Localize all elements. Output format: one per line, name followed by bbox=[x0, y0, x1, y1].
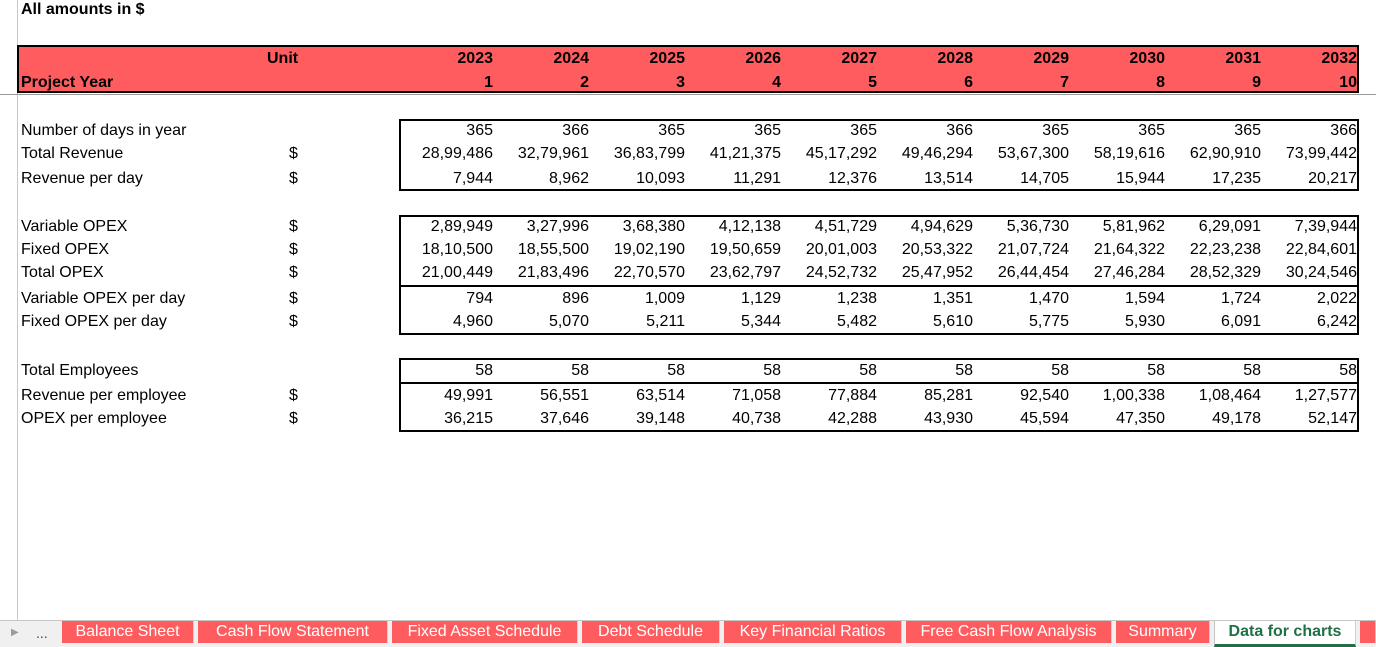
value-cell[interactable]: 365 bbox=[1042, 122, 1069, 139]
value-cell[interactable]: 58 bbox=[763, 362, 781, 379]
project-year-number: 7 bbox=[1060, 74, 1069, 91]
value-cell[interactable]: 28,99,486 bbox=[421, 145, 493, 162]
value-cell[interactable]: 1,27,577 bbox=[1294, 387, 1357, 404]
year-header: 2027 bbox=[841, 50, 877, 67]
value-cell[interactable]: 3,68,380 bbox=[622, 218, 685, 235]
value-cell[interactable]: 58 bbox=[859, 362, 877, 379]
year-header: 2024 bbox=[553, 50, 589, 67]
value-cell[interactable]: 58 bbox=[571, 362, 589, 379]
sheet-tab-data-for-charts[interactable]: Data for charts bbox=[1214, 621, 1356, 647]
value-cell[interactable]: 1,129 bbox=[740, 290, 781, 307]
value-cell[interactable]: 36,215 bbox=[444, 410, 493, 427]
value-cell[interactable]: 58 bbox=[1339, 362, 1357, 379]
year-header: 2028 bbox=[937, 50, 973, 67]
value-cell[interactable]: 7,39,944 bbox=[1294, 218, 1357, 235]
value-cell[interactable]: 58 bbox=[1051, 362, 1069, 379]
sheet-tab-bar bbox=[0, 620, 1376, 647]
value-cell[interactable]: 1,470 bbox=[1028, 290, 1069, 307]
value-cell[interactable]: 58 bbox=[955, 362, 973, 379]
value-cell[interactable]: 12,376 bbox=[828, 170, 877, 187]
unit-cell[interactable]: $ bbox=[289, 170, 298, 187]
value-cell[interactable]: 20,01,003 bbox=[805, 241, 877, 258]
sheet-title: All amounts in $ bbox=[21, 1, 145, 18]
sheet-tab-balance-sheet[interactable]: Balance Sheet bbox=[62, 621, 194, 643]
value-cell[interactable]: 73,99,442 bbox=[1285, 145, 1357, 162]
value-cell[interactable]: 49,991 bbox=[444, 387, 493, 404]
sheet-tab-summary[interactable]: Summary bbox=[1116, 621, 1210, 643]
value-cell[interactable]: 365 bbox=[1234, 122, 1261, 139]
value-cell[interactable]: 43,930 bbox=[924, 410, 973, 427]
row-label-variable-opex-per-day[interactable]: Variable OPEX per day bbox=[21, 290, 186, 307]
value-cell[interactable]: 18,10,500 bbox=[421, 241, 493, 258]
value-cell[interactable]: 4,960 bbox=[452, 313, 493, 330]
value-cell[interactable]: 18,55,500 bbox=[517, 241, 589, 258]
project-year-number: 4 bbox=[772, 74, 781, 91]
value-cell[interactable]: 58 bbox=[475, 362, 493, 379]
value-cell[interactable]: 3,27,996 bbox=[526, 218, 589, 235]
value-cell[interactable]: 26,44,454 bbox=[997, 264, 1069, 281]
value-cell[interactable]: 49,178 bbox=[1212, 410, 1261, 427]
unit-cell[interactable]: $ bbox=[289, 313, 298, 330]
value-cell[interactable]: 56,551 bbox=[540, 387, 589, 404]
value-cell[interactable]: 794 bbox=[466, 290, 493, 307]
value-cell[interactable]: 4,94,629 bbox=[910, 218, 973, 235]
sheet-tab-debt-schedule[interactable]: Debt Schedule bbox=[582, 621, 720, 643]
unit-cell[interactable]: $ bbox=[289, 387, 298, 404]
sheet-tab-overflow[interactable] bbox=[1360, 621, 1376, 643]
unit-cell[interactable]: $ bbox=[289, 264, 298, 281]
row-label-variable-opex[interactable]: Variable OPEX bbox=[21, 218, 128, 235]
value-cell[interactable]: 365 bbox=[850, 122, 877, 139]
value-cell[interactable]: 92,540 bbox=[1020, 387, 1069, 404]
value-cell[interactable]: 365 bbox=[466, 122, 493, 139]
project-year-number: 3 bbox=[676, 74, 685, 91]
value-cell[interactable]: 22,23,238 bbox=[1189, 241, 1261, 258]
header-divider bbox=[0, 94, 1376, 95]
sheet-left-gridline bbox=[17, 0, 18, 620]
value-cell[interactable]: 1,238 bbox=[836, 290, 877, 307]
value-cell[interactable]: 1,00,338 bbox=[1102, 387, 1165, 404]
value-cell[interactable]: 1,594 bbox=[1124, 290, 1165, 307]
row-label-opex-per-employee[interactable]: OPEX per employee bbox=[21, 410, 167, 427]
opex-separator bbox=[399, 285, 1359, 287]
value-cell[interactable]: 14,705 bbox=[1020, 170, 1069, 187]
row-label-fixed-opex[interactable]: Fixed OPEX bbox=[21, 241, 110, 258]
value-cell[interactable]: 52,147 bbox=[1308, 410, 1357, 427]
value-cell[interactable]: 27,46,284 bbox=[1093, 264, 1165, 281]
value-cell[interactable]: 71,058 bbox=[732, 387, 781, 404]
value-cell[interactable]: 896 bbox=[562, 290, 589, 307]
value-cell[interactable]: 20,217 bbox=[1308, 170, 1357, 187]
value-cell[interactable]: 58 bbox=[1147, 362, 1165, 379]
value-cell[interactable]: 6,091 bbox=[1220, 313, 1261, 330]
value-cell[interactable]: 24,52,732 bbox=[805, 264, 877, 281]
value-cell[interactable]: 19,02,190 bbox=[613, 241, 685, 258]
value-cell[interactable]: 30,24,546 bbox=[1285, 264, 1357, 281]
value-cell[interactable]: 85,281 bbox=[924, 387, 973, 404]
project-year-label: Project Year bbox=[21, 74, 114, 91]
value-cell[interactable]: 13,514 bbox=[924, 170, 973, 187]
value-cell[interactable]: 28,52,329 bbox=[1189, 264, 1261, 281]
unit-cell[interactable]: $ bbox=[289, 290, 298, 307]
value-cell[interactable]: 49,46,294 bbox=[901, 145, 973, 162]
value-cell[interactable]: 4,51,729 bbox=[814, 218, 877, 235]
value-cell[interactable]: 39,148 bbox=[636, 410, 685, 427]
unit-cell[interactable]: $ bbox=[289, 241, 298, 258]
row-label-revenue-per-day[interactable]: Revenue per day bbox=[21, 170, 143, 187]
value-cell[interactable]: 1,351 bbox=[932, 290, 973, 307]
value-cell[interactable]: 45,594 bbox=[1020, 410, 1069, 427]
project-year-number: 8 bbox=[1156, 74, 1165, 91]
value-cell[interactable]: 5,344 bbox=[740, 313, 781, 330]
more-tabs-ellipsis[interactable]: ... bbox=[36, 625, 48, 641]
unit-cell[interactable]: $ bbox=[289, 145, 298, 162]
year-header: 2031 bbox=[1225, 50, 1261, 67]
value-cell[interactable]: 5,36,730 bbox=[1006, 218, 1069, 235]
value-cell[interactable]: 23,62,797 bbox=[709, 264, 781, 281]
sheet-tab-free-cash-flow-analysis[interactable]: Free Cash Flow Analysis bbox=[906, 621, 1112, 643]
year-header: 2025 bbox=[649, 50, 685, 67]
row-label-revenue-per-employee[interactable]: Revenue per employee bbox=[21, 387, 187, 404]
unit-cell[interactable]: $ bbox=[289, 410, 298, 427]
value-cell[interactable]: 8,962 bbox=[548, 170, 589, 187]
sheet-tab-key-financial-ratios[interactable]: Key Financial Ratios bbox=[724, 621, 902, 643]
value-cell[interactable]: 45,17,292 bbox=[805, 145, 877, 162]
employee-separator bbox=[399, 382, 1359, 384]
value-cell[interactable]: 1,724 bbox=[1220, 290, 1261, 307]
value-cell[interactable]: 366 bbox=[1330, 122, 1357, 139]
project-year-number: 5 bbox=[868, 74, 877, 91]
value-cell[interactable]: 53,67,300 bbox=[997, 145, 1069, 162]
value-cell[interactable]: 366 bbox=[946, 122, 973, 139]
row-label-revenue[interactable]: Total Revenue bbox=[21, 145, 124, 162]
value-cell[interactable]: 365 bbox=[1138, 122, 1165, 139]
value-cell[interactable]: 63,514 bbox=[636, 387, 685, 404]
value-cell[interactable]: 22,70,570 bbox=[613, 264, 685, 281]
value-cell[interactable]: 5,482 bbox=[836, 313, 877, 330]
row-label-days[interactable]: Number of days in year bbox=[21, 122, 187, 139]
value-cell[interactable]: 47,350 bbox=[1116, 410, 1165, 427]
value-cell[interactable]: 21,83,496 bbox=[517, 264, 589, 281]
value-cell[interactable]: 19,50,659 bbox=[709, 241, 781, 258]
value-cell[interactable]: 21,64,322 bbox=[1093, 241, 1165, 258]
value-cell[interactable]: 37,646 bbox=[540, 410, 589, 427]
value-cell[interactable]: 15,944 bbox=[1116, 170, 1165, 187]
value-cell[interactable]: 7,944 bbox=[452, 170, 493, 187]
value-cell[interactable]: 41,21,375 bbox=[709, 145, 781, 162]
value-cell[interactable]: 5,775 bbox=[1028, 313, 1069, 330]
project-year-number: 10 bbox=[1339, 74, 1357, 91]
value-cell[interactable]: 5,211 bbox=[646, 313, 685, 330]
project-year-number: 2 bbox=[580, 74, 589, 91]
value-cell[interactable]: 5,070 bbox=[548, 313, 589, 330]
value-cell[interactable]: 20,53,322 bbox=[901, 241, 973, 258]
value-cell[interactable]: 58,19,616 bbox=[1093, 145, 1165, 162]
value-cell[interactable]: 11,291 bbox=[733, 170, 781, 187]
project-year-number: 6 bbox=[964, 74, 973, 91]
value-cell[interactable]: 365 bbox=[658, 122, 685, 139]
value-cell[interactable]: 77,884 bbox=[828, 387, 877, 404]
year-header: 2030 bbox=[1129, 50, 1165, 67]
value-cell[interactable]: 42,288 bbox=[828, 410, 877, 427]
sheet-tab-fixed-asset-schedule[interactable]: Fixed Asset Schedule bbox=[392, 621, 578, 643]
row-label-employees[interactable]: Total Employees bbox=[21, 362, 139, 379]
value-cell[interactable]: 6,29,091 bbox=[1198, 218, 1261, 235]
value-cell[interactable]: 5,930 bbox=[1124, 313, 1165, 330]
value-cell[interactable]: 5,81,962 bbox=[1102, 218, 1165, 235]
value-cell[interactable]: 2,022 bbox=[1316, 290, 1357, 307]
value-cell[interactable]: 36,83,799 bbox=[613, 145, 685, 162]
year-header: 2032 bbox=[1321, 50, 1357, 67]
year-header: 2029 bbox=[1033, 50, 1069, 67]
project-year-number: 9 bbox=[1252, 74, 1261, 91]
value-cell[interactable]: 21,07,724 bbox=[997, 241, 1069, 258]
unit-cell[interactable]: $ bbox=[289, 218, 298, 235]
value-cell[interactable]: 4,12,138 bbox=[718, 218, 781, 235]
value-cell[interactable]: 365 bbox=[754, 122, 781, 139]
value-cell[interactable]: 17,235 bbox=[1212, 170, 1261, 187]
value-cell[interactable]: 22,84,601 bbox=[1285, 241, 1357, 258]
value-cell[interactable]: 58 bbox=[667, 362, 685, 379]
value-cell[interactable]: 10,093 bbox=[636, 170, 685, 187]
unit-header: Unit bbox=[267, 50, 299, 67]
sheet-tab-cash-flow-statement[interactable]: Cash Flow Statement bbox=[198, 621, 388, 643]
scroll-left-icon[interactable]: ▶ bbox=[11, 627, 19, 638]
row-label-fixed-opex-per-day[interactable]: Fixed OPEX per day bbox=[21, 313, 167, 330]
value-cell[interactable]: 21,00,449 bbox=[421, 264, 493, 281]
project-year-number: 1 bbox=[484, 74, 493, 91]
value-cell[interactable]: 366 bbox=[562, 122, 589, 139]
value-cell[interactable]: 5,610 bbox=[932, 313, 973, 330]
value-cell[interactable]: 32,79,961 bbox=[517, 145, 589, 162]
value-cell[interactable]: 1,08,464 bbox=[1198, 387, 1261, 404]
value-cell[interactable]: 25,47,952 bbox=[901, 264, 973, 281]
value-cell[interactable]: 40,738 bbox=[732, 410, 781, 427]
value-cell[interactable]: 62,90,910 bbox=[1189, 145, 1261, 162]
value-cell[interactable]: 58 bbox=[1243, 362, 1261, 379]
value-cell[interactable]: 1,009 bbox=[644, 290, 685, 307]
row-label-total-opex[interactable]: Total OPEX bbox=[21, 264, 104, 281]
value-cell[interactable]: 6,242 bbox=[1316, 313, 1357, 330]
year-header: 2023 bbox=[457, 50, 493, 67]
value-cell[interactable]: 2,89,949 bbox=[430, 218, 493, 235]
year-header: 2026 bbox=[745, 50, 781, 67]
